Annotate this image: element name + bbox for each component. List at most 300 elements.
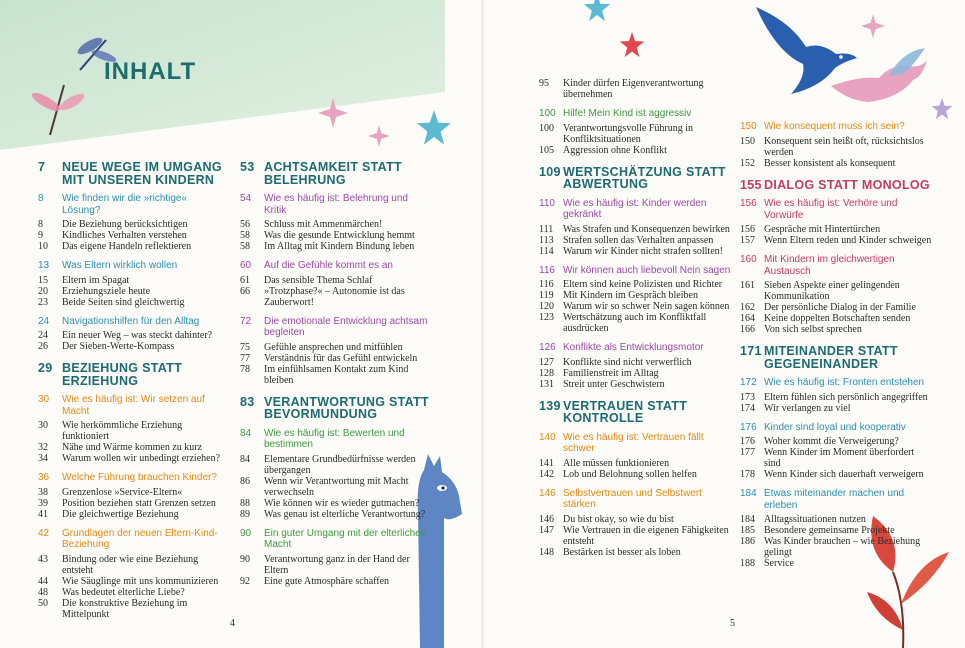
entry-title: Die Beziehung berücksichtigen (62, 219, 188, 230)
entry-page-number: 41 (38, 508, 48, 520)
entry-title: Verantwortung ganz in der Hand der Eltern (264, 553, 410, 576)
toc-entry (539, 514, 731, 525)
entry-page-number: 9 (38, 230, 43, 241)
subsection-page-number: 24 (38, 315, 50, 327)
toc-entry (740, 302, 932, 313)
red-star-icon (619, 32, 645, 58)
toc-entry (740, 235, 932, 246)
subsection-title: Mit Kindern im gleichwertigen Austausch (764, 254, 895, 277)
toc-entry (38, 275, 228, 286)
entry-page-number: 150 (740, 135, 755, 147)
section-page-number: 83 (240, 394, 255, 409)
subsection-title: Navigationshilfen für den Alltag (62, 315, 200, 327)
entry-title: Position beziehen statt Grenzen setzen (62, 497, 216, 509)
toc-entry (240, 364, 430, 386)
entry-page-number: 119 (539, 290, 554, 301)
entry-title: Der Sieben-Werte-Kompass (62, 341, 175, 352)
entry-page-number: 128 (539, 367, 554, 379)
entry-page-number: 186 (740, 536, 755, 547)
toc-entry (740, 324, 932, 335)
subsection-title: Wie es häufig ist: Vertrauen fällt schwer (563, 431, 704, 454)
entry-title: Warum wollen wir unbedingt erziehen? (62, 453, 221, 464)
entry-title: Wenn wir Verantwortung mit Macht verwechseln (264, 475, 409, 498)
group-spacer (240, 308, 430, 316)
subsection-page-number: 116 (539, 264, 555, 276)
toc-entry (740, 313, 932, 324)
toc-entry (539, 145, 731, 156)
subsection-title: Hilfe! Mein Kind ist aggressiv (563, 108, 692, 119)
group-spacer (539, 100, 731, 108)
entry-title: Wie Vertrauen in die eigenen Fähigkeiten entsteht (563, 524, 729, 547)
entry-title: Wenn Kinder sich dauerhaft verweigern (764, 469, 924, 480)
toc-entry (740, 525, 932, 536)
entry-title: Sieben Aspekte einer gelingenden Kommunikation (764, 280, 900, 302)
entry-title: Beide Seiten sind gleichwertig (62, 296, 185, 308)
entry-title: Konsequent sein heißt oft, rücksichtslos werden (764, 135, 924, 158)
toc-entry (38, 286, 228, 297)
entry-title: Im Alltag mit Kindern Bindung leben (264, 241, 415, 252)
group-spacer (38, 520, 228, 528)
subsection-page-number: 176 (740, 421, 757, 433)
entry-page-number: 105 (539, 144, 554, 156)
entry-page-number: 116 (539, 279, 554, 290)
section-title: ACHTSAMKEIT STATT BELEHRUNG (264, 160, 402, 187)
entry-title: Wenn Kinder im Moment überfordert sind (764, 447, 915, 469)
toc-entry (240, 275, 430, 286)
entry-title: Grenzenlose »Service-Eltern« (62, 486, 183, 498)
entry-title: Gespräche mit Hintertürchen (764, 224, 881, 235)
subsection-heading (740, 121, 932, 133)
entry-page-number: 89 (240, 508, 250, 520)
toc-entry (38, 498, 228, 509)
subsection-page-number: 90 (240, 527, 252, 539)
entry-page-number: 24 (38, 330, 48, 341)
entry-title: Verantwortungsvolle Führung in Konfliktsituationen (563, 122, 693, 145)
toc-entry (38, 420, 228, 442)
section-title: BEZIEHUNG STATT ERZIEHUNG (62, 361, 183, 388)
left-page (0, 0, 482, 648)
entry-page-number: 123 (539, 312, 554, 323)
toc-entry (539, 279, 731, 290)
subsection-title: Wie es häufig ist: Wir setzen auf Macht (62, 394, 205, 417)
subsection-page-number: 146 (539, 487, 556, 499)
section-spacer (240, 386, 430, 396)
subsection-heading (38, 316, 228, 328)
entry-page-number: 8 (38, 219, 43, 230)
entry-page-number: 176 (740, 436, 755, 447)
entry-page-number: 188 (740, 558, 755, 569)
subsection-title: Die emotionale Entwicklung achtsam begleiten (264, 315, 428, 338)
entry-title: Besondere gemeinsame Projekte (764, 525, 895, 536)
entry-page-number: 127 (539, 356, 554, 368)
entry-page-number: 131 (539, 378, 554, 390)
subsection-title: Wie konsequent muss ich sein? (764, 121, 905, 132)
subsection-heading (38, 193, 228, 216)
toc-entry (539, 458, 731, 469)
subsection-page-number: 140 (539, 431, 556, 443)
purple-star-icon (931, 98, 953, 120)
entry-page-number: 84 (240, 453, 250, 465)
toc-entry (539, 78, 731, 100)
entry-title: Eltern im Spagat (62, 274, 130, 286)
entry-title: Eltern fühlen sich persönlich angegriffen (764, 391, 928, 403)
entry-title: Das eigene Handeln reflektieren (62, 241, 192, 252)
section-page-number: 53 (240, 160, 255, 174)
group-spacer (740, 480, 932, 488)
entry-title: Familienstreit im Alltag (563, 367, 659, 379)
subsection-heading (539, 265, 731, 277)
entry-page-number: 77 (240, 352, 250, 364)
section-page-number: 155 (740, 177, 762, 192)
entry-title: Kinder dürfen Eigenverantwortung übernehmen (563, 78, 704, 100)
entry-page-number: 20 (38, 285, 48, 297)
toc-entry (38, 341, 228, 352)
entry-page-number: 174 (740, 402, 755, 414)
toc-entry (38, 453, 228, 464)
subsection-page-number: 110 (539, 197, 555, 209)
group-spacer (539, 480, 731, 488)
entry-page-number: 100 (539, 122, 554, 134)
pink-star-small-icon (368, 125, 390, 147)
entry-page-number: 178 (740, 469, 755, 480)
entry-page-number: 32 (38, 442, 48, 453)
entry-title: Du bist okay, so wie du bist (563, 513, 674, 525)
entry-title: »Trotzphase?« – Autonomie ist das Zauberwort! (264, 285, 405, 308)
subsection-page-number: 54 (240, 193, 252, 204)
section-heading (240, 396, 430, 421)
toc-entry (539, 224, 731, 235)
subsection-title: Auf die Gefühle kommt es an (264, 260, 393, 271)
entry-title: Was die gesunde Entwicklung hemmt (264, 230, 415, 241)
entry-title: Service (764, 558, 794, 569)
pink-dragonfly-icon (30, 80, 85, 140)
entry-page-number: 23 (38, 296, 48, 308)
section-title: VERTRAUEN STATT KONTROLLE (563, 398, 688, 425)
entry-page-number: 173 (740, 391, 755, 403)
entry-page-number: 38 (38, 486, 48, 498)
subsection-title: Kinder sind loyal und kooperativ (764, 421, 906, 433)
subsection-page-number: 100 (539, 108, 556, 119)
blue-star-top-icon (583, 0, 611, 22)
section-title: WERTSCHÄTZUNG STATT ABWERTUNG (563, 164, 726, 191)
page-number-left: 4 (230, 618, 235, 629)
entry-page-number: 58 (240, 230, 250, 241)
entry-title: Bindung oder wie eine Beziehung entsteht (62, 553, 199, 576)
group-spacer (38, 464, 228, 472)
entry-title: Strafen sollen das Verhalten anpassen (563, 234, 714, 246)
subsection-page-number: 84 (240, 427, 252, 439)
subsection-heading (539, 108, 731, 120)
entry-title: Die konstruktive Beziehung im Mittelpunkt (62, 597, 188, 620)
toc-entry (240, 219, 430, 230)
entry-title: Im einfühlsamen Kontakt zum Kind bleiben (264, 363, 409, 386)
subsection-heading (38, 472, 228, 484)
toc-entry (38, 554, 228, 576)
subsection-page-number: 36 (38, 472, 50, 483)
entry-title: Das sensible Thema Schlaf (264, 274, 373, 286)
entry-title: Alltagssituationen nutzen (764, 514, 866, 525)
section-heading (38, 161, 228, 186)
section-title: NEUE WEGE IM UMGANG MIT UNSEREN KINDERN (62, 160, 222, 187)
subsection-title: Wie es häufig ist: Bewerten und bestimmen (264, 427, 405, 450)
subsection-heading (240, 193, 430, 216)
subsection-page-number: 160 (740, 254, 757, 265)
subsection-heading (38, 260, 228, 272)
toc-entry (539, 246, 731, 257)
entry-title: Wie Säuglinge mit uns kommunizieren (62, 575, 219, 587)
entry-page-number: 78 (240, 363, 250, 375)
group-spacer (740, 113, 932, 121)
toc-entry (38, 230, 228, 241)
entry-page-number: 39 (38, 497, 48, 509)
subsection-title: Welche Führung brauchen Kinder? (62, 472, 217, 483)
subsection-heading (240, 260, 430, 272)
subsection-page-number: 60 (240, 260, 252, 271)
entry-page-number: 44 (38, 575, 48, 587)
pink-star-right-icon (861, 14, 885, 38)
entry-page-number: 86 (240, 475, 250, 487)
toc-entry (240, 576, 430, 587)
section-heading (240, 161, 430, 186)
toc-column-4 (740, 113, 932, 569)
subsection-heading (539, 488, 731, 511)
subsection-page-number: 30 (38, 394, 50, 405)
section-heading (740, 179, 932, 192)
pink-bird-illustration (829, 46, 929, 104)
subsection-page-number: 126 (539, 342, 556, 353)
toc-entry (539, 312, 731, 334)
toc-entry (240, 554, 430, 576)
subsection-heading (740, 422, 932, 434)
subsection-heading (539, 198, 731, 221)
subsection-title: Wir können auch liebevoll Nein sagen (563, 264, 731, 276)
entry-page-number: 152 (740, 157, 755, 169)
entry-title: Was bedeutet elterliche Liebe? (62, 586, 185, 598)
subsection-heading (740, 488, 932, 511)
entry-title: Die gleichwertige Beziehung (62, 508, 179, 520)
entry-title: Was Kinder brauchen – wie Beziehung gelingt (764, 536, 921, 558)
entry-page-number: 146 (539, 513, 554, 525)
entry-title: Streit unter Geschwistern (563, 378, 665, 390)
entry-title: Konflikte sind nicht verwerflich (563, 356, 692, 368)
entry-page-number: 166 (740, 324, 755, 335)
subsection-title: Ein guter Umgang mit der elterlichen Macht (264, 527, 427, 550)
subsection-page-number: 42 (38, 527, 50, 539)
entry-page-number: 50 (38, 597, 48, 609)
subsection-title: Wie es häufig ist: Fronten entstehen (764, 377, 925, 388)
page-title: INHALT (104, 58, 197, 85)
subsection-title: Wie es häufig ist: Belehrung und Kritik (264, 193, 408, 216)
entry-title: Gefühle ansprechen und mitfühlen (264, 341, 403, 353)
entry-title: Erziehungsziele heute (62, 285, 151, 297)
entry-title: Ein neuer Weg – was steckt dahinter? (62, 330, 213, 341)
subsection-page-number: 156 (740, 198, 757, 209)
entry-title: Bestärken ist besser als loben (563, 546, 681, 558)
entry-page-number: 177 (740, 447, 755, 458)
entry-page-number: 162 (740, 302, 755, 313)
section-heading (38, 362, 228, 387)
entry-title: Wie können wir es wieder gutmachen? (264, 497, 420, 509)
toc-entry (38, 576, 228, 587)
section-title: VERANTWORTUNG STATT BEVORMUNDUNG (264, 394, 429, 421)
subsection-title: Selbstvertrauen und Selbstwert stärken (563, 487, 702, 510)
section-page-number: 139 (539, 398, 561, 413)
entry-page-number: 58 (240, 241, 250, 252)
subsection-heading (539, 342, 731, 354)
toc-entry (240, 342, 430, 353)
toc-entry (740, 469, 932, 480)
entry-page-number: 157 (740, 235, 755, 246)
pink-star-icon (318, 98, 348, 128)
entry-page-number: 113 (539, 234, 554, 246)
toc-entry (38, 487, 228, 498)
toc-entry (539, 301, 731, 312)
entry-title: Aggression ohne Konflikt (563, 144, 667, 156)
entry-page-number: 161 (740, 280, 755, 291)
subsection-heading (38, 528, 228, 551)
toc-entry (740, 136, 932, 158)
toc-entry (539, 123, 731, 145)
subsection-heading (740, 254, 932, 277)
section-page-number: 109 (539, 164, 561, 179)
page-number-right: 5 (730, 618, 735, 629)
entry-page-number: 141 (539, 457, 554, 469)
toc-entry (240, 286, 430, 308)
toc-entry (539, 379, 731, 390)
toc-entry (539, 469, 731, 480)
toc-entry (539, 547, 731, 558)
section-heading (539, 166, 731, 191)
toc-entry (740, 392, 932, 403)
entry-title: Nähe und Wärme kommen zu kurz (62, 442, 203, 453)
entry-title: Wie herkömmliche Erziehung funktioniert (62, 420, 183, 442)
entry-title: Keine doppelten Botschaften senden (764, 313, 911, 324)
toc-entry (240, 498, 430, 509)
toc-entry (240, 353, 430, 364)
entry-page-number: 164 (740, 313, 755, 324)
entry-page-number: 48 (38, 586, 48, 598)
toc-entry (240, 509, 430, 520)
toc-column-3 (539, 78, 731, 558)
subsection-page-number: 172 (740, 377, 757, 388)
subsection-title: Etwas miteinander machen und erleben (764, 488, 905, 511)
group-spacer (240, 520, 430, 528)
entry-page-number: 90 (240, 553, 250, 565)
entry-page-number: 10 (38, 241, 48, 252)
section-spacer (740, 169, 932, 179)
toc-entry (740, 536, 932, 558)
group-spacer (539, 334, 731, 342)
subsection-page-number: 150 (740, 121, 757, 132)
toc-entry (740, 447, 932, 469)
right-page (483, 0, 965, 648)
toc-column-1 (38, 161, 228, 620)
entry-title: Woher kommt die Verweigerung? (764, 436, 899, 447)
section-heading (539, 400, 731, 425)
subsection-page-number: 184 (740, 488, 757, 499)
section-title: DIALOG STATT MONOLOG (764, 177, 930, 192)
section-spacer (539, 156, 731, 166)
entry-page-number: 156 (740, 224, 755, 235)
toc-entry (539, 368, 731, 379)
entry-title: Eine gute Atmosphäre schaffen (264, 575, 390, 587)
toc-entry (240, 230, 430, 241)
entry-title: Wenn Eltern reden und Kinder schweigen (764, 235, 932, 246)
entry-page-number: 43 (38, 553, 48, 565)
entry-title: Verständnis für das Gefühl entwickeln (264, 352, 418, 364)
subsection-page-number: 72 (240, 315, 252, 327)
toc-entry (740, 280, 932, 302)
group-spacer (38, 308, 228, 316)
toc-entry (539, 235, 731, 246)
entry-title: Warum wir so schwer Nein sagen können (563, 301, 730, 312)
entry-title: Elementare Grundbedürfnisse werden übergangen (264, 453, 416, 476)
toc-entry (38, 587, 228, 598)
entry-title: Eltern sind keine Polizisten und Richter (563, 279, 723, 290)
toc-entry (240, 476, 430, 498)
subsection-title: Wie es häufig ist: Kinder werden gekränkt (563, 197, 707, 220)
entry-page-number: 88 (240, 497, 250, 509)
subsection-heading (539, 432, 731, 455)
subsection-heading (740, 198, 932, 221)
subsection-heading (240, 528, 430, 551)
entry-page-number: 148 (539, 546, 554, 558)
entry-page-number: 26 (38, 341, 48, 352)
toc-entry (38, 330, 228, 341)
toc-entry (740, 403, 932, 414)
entry-title: Was genau ist elterliche Verantwortung? (264, 508, 426, 520)
section-page-number: 171 (740, 344, 762, 358)
subsection-title: Grundlagen der neuen Eltern-Kind-Beziehung (62, 527, 218, 550)
toc-entry (740, 158, 932, 169)
section-page-number: 7 (38, 160, 46, 174)
toc-entry (539, 290, 731, 301)
entry-title: Wertschätzung auch im Konfliktfall ausdrücken (563, 312, 707, 334)
subsection-heading (740, 377, 932, 389)
group-spacer (539, 257, 731, 265)
subsection-title: Was Eltern wirklich wollen (62, 260, 178, 271)
section-spacer (539, 390, 731, 400)
entry-page-number: 120 (539, 301, 554, 312)
entry-title: Von sich selbst sprechen (764, 324, 862, 335)
entry-title: Wir verlangen zu viel (764, 402, 851, 414)
entry-page-number: 142 (539, 468, 554, 480)
entry-page-number: 184 (740, 514, 755, 525)
subsection-page-number: 8 (38, 193, 44, 204)
subsection-page-number: 13 (38, 260, 50, 271)
entry-page-number: 56 (240, 219, 250, 230)
toc-entry (740, 224, 932, 235)
subsection-title: Konflikte als Entwicklungsmotor (563, 342, 704, 353)
entry-page-number: 66 (240, 285, 250, 297)
toc-column-2 (240, 161, 430, 587)
section-page-number: 29 (38, 361, 53, 375)
toc-entry (740, 514, 932, 525)
entry-page-number: 95 (539, 78, 549, 89)
entry-page-number: 15 (38, 274, 48, 286)
subsection-heading (240, 428, 430, 451)
entry-page-number: 34 (38, 453, 48, 464)
group-spacer (740, 246, 932, 254)
entry-title: Besser konsistent als konsequent (764, 157, 896, 169)
toc-entry (740, 558, 932, 569)
group-spacer (240, 252, 430, 260)
toc-entry (38, 509, 228, 520)
entry-page-number: 111 (539, 223, 554, 235)
entry-title: Schluss mit Ammenmärchen! (264, 219, 383, 230)
toc-entry (740, 436, 932, 447)
toc-entry (38, 442, 228, 453)
